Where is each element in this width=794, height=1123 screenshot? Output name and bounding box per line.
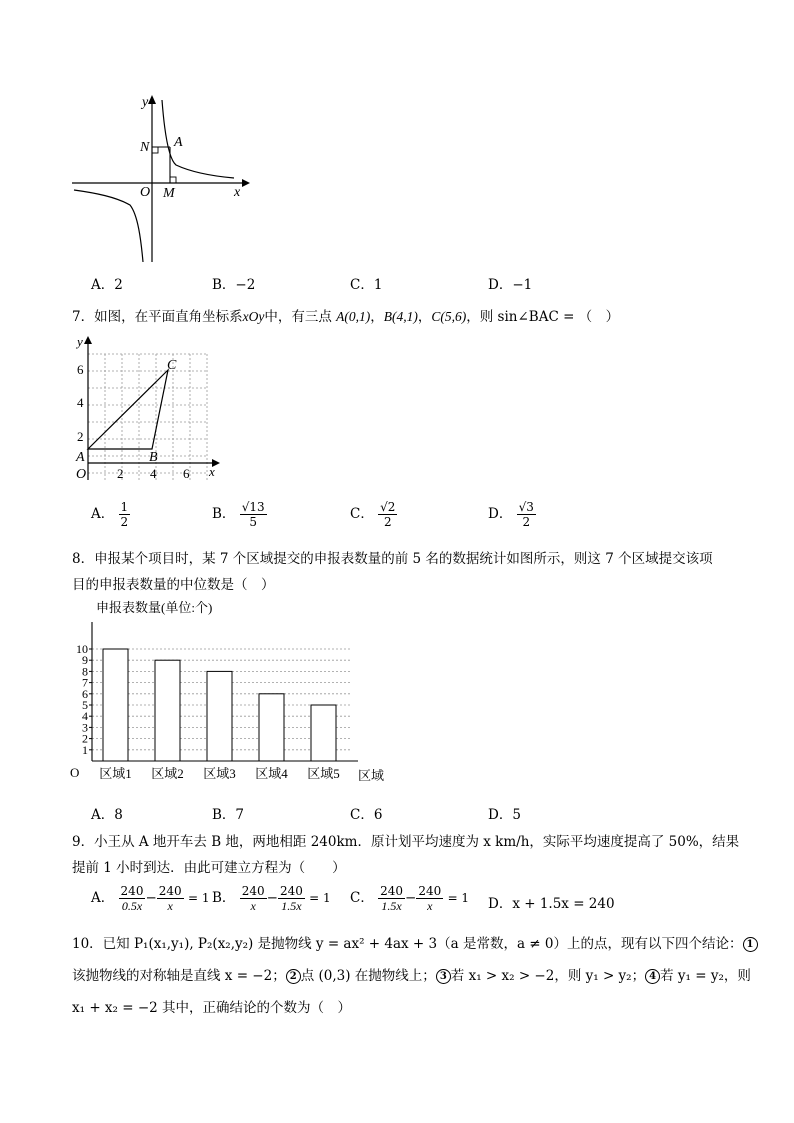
q7-stem-prefix: 7．如图，在平面直角坐标系 xyxy=(72,309,243,325)
q9-c-frac1 xyxy=(378,884,405,913)
q7-point-b: B(4,1) xyxy=(383,309,418,324)
q10-circled-4: 4 xyxy=(645,969,660,984)
q7-a-den: 2 xyxy=(120,515,129,529)
q7-label-O: O xyxy=(76,467,87,482)
q7-stem-mid: 中，有三点 xyxy=(264,309,332,325)
q7-y-arrow xyxy=(84,336,92,344)
q9-a-rhs: = 1 xyxy=(187,891,210,905)
q8-option-a[interactable]: A．8 xyxy=(91,807,123,823)
q7-stem-coord: xOy xyxy=(242,309,265,324)
q7-tick-x-4: 4 xyxy=(150,466,157,481)
q10-line1-text: 10．已知 P₁(x₁,y₁), P₂(x₂,y₂) 是抛物线 y = ax² + 4ax + 3（a 是常数，a ≠ 0）上的点，现有以下四个结论： xyxy=(72,936,743,952)
q7-option-a[interactable] xyxy=(91,500,130,529)
q6-label-M: M xyxy=(163,186,175,201)
q9-b-frac1 xyxy=(240,884,267,913)
q7-c-den: 2 xyxy=(383,515,392,529)
q7-tick-y-2: 2 xyxy=(77,429,84,444)
q8-option-b[interactable]: B．7 xyxy=(212,807,245,823)
q7-label-y: y xyxy=(77,334,83,349)
q7-triangle-graph xyxy=(66,330,226,485)
q8-option-c[interactable]: C．6 xyxy=(350,807,383,823)
q7-option-d-frac xyxy=(517,500,536,529)
q8-y-tick-label: 6 xyxy=(82,686,88,701)
q7-label-x: x xyxy=(209,464,215,479)
q8-category-labels xyxy=(99,766,340,781)
q9-a-letter: A． xyxy=(91,890,115,906)
q8-bar-1 xyxy=(103,649,128,761)
q7-stem: 7．如图，在平面直角坐标系xOy中，有三点 A(0,1)，B(4,1)，C(5,6)，则 sin∠BAC = （ ） xyxy=(72,309,620,325)
q6-label-x: x xyxy=(234,185,241,200)
q6-right-angle-N xyxy=(152,147,158,153)
q6-curve-q3 xyxy=(74,190,143,262)
q9-b-n2: 240 xyxy=(279,884,303,898)
q9-c-rhs: = 1 xyxy=(447,891,470,905)
q7-a-num: 1 xyxy=(120,500,129,514)
q8-option-d[interactable]: D．5 xyxy=(488,807,521,823)
q8-bar-5 xyxy=(311,705,336,761)
q7-point-c: C(5,6) xyxy=(431,309,467,324)
q7-option-a-frac xyxy=(119,500,131,529)
q6-option-a[interactable]: A．2 xyxy=(91,277,123,293)
q7-label-A: A xyxy=(76,450,85,465)
q6-y-arrow xyxy=(148,95,156,104)
q8-bar-chart xyxy=(66,596,396,786)
q8-y-tick-label: 8 xyxy=(82,664,88,679)
q8-origin-label: O xyxy=(70,765,80,780)
q7-option-b[interactable] xyxy=(212,500,267,529)
q7-tick-x-6: 6 xyxy=(183,466,190,481)
q8-y-tick-label: 7 xyxy=(82,675,88,690)
q7-d-den: 2 xyxy=(522,515,531,529)
q9-b-rhs: = 1 xyxy=(309,891,331,905)
q9-a-frac2 xyxy=(157,884,184,913)
q9-option-a[interactable]: A． $\frac{240}{0.5x}$ − $\frac{240}{x}$ = 1 xyxy=(91,884,210,913)
q8-category-label-4: 区域4 xyxy=(255,766,288,781)
q9-a-n2: 240 xyxy=(158,884,182,898)
q8-y-tick-label: 5 xyxy=(82,698,88,712)
q7-option-c-frac xyxy=(378,500,397,529)
q7-label-B: B xyxy=(149,450,158,465)
q7-option-c[interactable] xyxy=(350,500,397,529)
q10-conclusion-4: 若 y₁ = y₂，则 xyxy=(660,968,751,984)
q9-a-d1: 0.5x xyxy=(121,899,143,913)
q8-y-tick-label: 10 xyxy=(76,642,88,656)
q7-triangle-abc xyxy=(88,370,168,449)
q9-a-n1: 240 xyxy=(120,884,144,898)
q8-category-label-1: 区域1 xyxy=(99,766,132,781)
q10-circled-2: 2 xyxy=(286,969,301,984)
q7-label-C: C xyxy=(167,358,177,373)
q9-c-letter: C． xyxy=(350,890,374,906)
q7-option-d-letter: D． xyxy=(488,506,513,522)
q7-option-b-letter: B． xyxy=(212,506,236,522)
q6-label-A: A xyxy=(174,135,183,150)
q7-c-num: √2 xyxy=(380,500,396,514)
q8-bar-2 xyxy=(155,660,180,761)
q9-b-d1: x xyxy=(250,899,256,913)
q6-hyperbola-graph xyxy=(66,90,256,270)
q7-option-a-letter: A． xyxy=(91,506,115,522)
q9-c-frac2 xyxy=(416,884,443,913)
q6-option-c[interactable]: C．1 xyxy=(350,277,383,293)
q8-category-label-5: 区域5 xyxy=(307,766,340,781)
q9-c-d2: x xyxy=(427,899,433,913)
q9-option-b[interactable]: B． $\frac{240}{x}$ − $\frac{240}{1.5x}$ = 1 xyxy=(212,884,331,913)
q7-tick-y-4: 4 xyxy=(77,395,84,410)
q10-line2 xyxy=(72,964,751,984)
q6-label-O: O xyxy=(140,185,151,200)
q10-circled-1: 1 xyxy=(743,937,758,952)
q9-b-n1: 240 xyxy=(241,884,265,898)
q6-option-b[interactable]: B．−2 xyxy=(212,277,256,293)
q9-a-d2: x xyxy=(167,899,173,913)
q8-y-tick-label: 4 xyxy=(82,709,88,724)
q8-bar-4 xyxy=(259,694,284,761)
q10-conclusion-3: 若 x₁ > x₂ > −2，则 y₁ > y₂； xyxy=(450,968,646,984)
q9-stem-line2: 提前 1 小时到达．由此可建立方程为（ ） xyxy=(72,860,346,876)
q9-b-frac2 xyxy=(278,884,305,913)
q9-b-letter: B． xyxy=(212,890,236,906)
q9-c-n2: 240 xyxy=(418,884,442,898)
q7-option-c-letter: C． xyxy=(350,506,374,522)
q8-chart-ylabel: 申报表数量(单位:个) xyxy=(96,600,213,615)
q7-point-a: A(0,1) xyxy=(336,309,371,324)
q9-option-c[interactable]: C． $\frac{240}{1.5x}$ − $\frac{240}{x}$ = 1 xyxy=(350,884,470,913)
q8-stem-line1: 8．申报某个项目时，某 7 个区域提交的申报表数量的前 5 名的数据统计如图所示，则这 7 个区域提交该项 xyxy=(72,551,713,567)
q9-option-d[interactable]: D．x + 1.5x = 240 xyxy=(488,896,615,912)
q8-bar-3 xyxy=(207,671,232,761)
q8-stem-line2: 目的申报表数量的中位数是（ ） xyxy=(72,577,275,593)
q6-x-arrow xyxy=(242,179,250,187)
q6-label-N: N xyxy=(140,140,150,155)
q7-option-d[interactable] xyxy=(488,500,536,529)
q9-c-d1: 1.5x xyxy=(381,899,402,913)
q7-d-num: √3 xyxy=(518,500,534,514)
q9-c-n1: 240 xyxy=(380,884,404,898)
q7-b-den: 5 xyxy=(249,515,257,529)
q6-label-y: y xyxy=(142,95,149,110)
q7-tick-y-6: 6 xyxy=(77,362,84,377)
q9-a-frac1 xyxy=(119,884,146,913)
q9-b-d2: 1.5x xyxy=(281,899,302,913)
q8-y-tick-label: 3 xyxy=(82,720,88,735)
q8-y-tick-label: 9 xyxy=(82,653,88,668)
q10-line1 xyxy=(72,932,758,952)
q8-xlabel: 区域 xyxy=(358,768,385,783)
q10-circled-3: 3 xyxy=(436,969,451,984)
q7-tick-x-2: 2 xyxy=(117,466,124,481)
q10-line3: x₁ + x₂ = −2 其中，正确结论的个数为（ ） xyxy=(72,1000,352,1016)
q9-stem-line1: 9．小王从 A 地开车去 B 地，两地相距 240km．原计划平均速度为 x km/h，实际平均速度提高了 50%，结果 xyxy=(72,834,740,850)
q7-stem-end: ，则 sin∠BAC = （ ） xyxy=(466,309,620,325)
q7-b-num: √13 xyxy=(241,500,265,514)
q6-option-d[interactable]: D．−1 xyxy=(488,277,533,293)
q8-y-tick-label: 2 xyxy=(82,731,88,746)
q8-category-label-3: 区域3 xyxy=(203,766,236,781)
q8-category-label-2: 区域2 xyxy=(151,766,184,781)
q6-right-angle-M xyxy=(170,177,176,183)
q8-y-tick-label: 1 xyxy=(82,742,88,757)
q7-option-b-frac xyxy=(240,500,267,529)
q10-conclusion-2: 点 (0,3) 在抛物线上； xyxy=(300,968,436,984)
q7-grid xyxy=(88,354,207,480)
q8-y-ticks xyxy=(76,642,92,757)
q10-conclusion-1: 该抛物线的对称轴是直线 x = −2； xyxy=(72,968,286,984)
q6-curve-q1 xyxy=(162,100,234,178)
